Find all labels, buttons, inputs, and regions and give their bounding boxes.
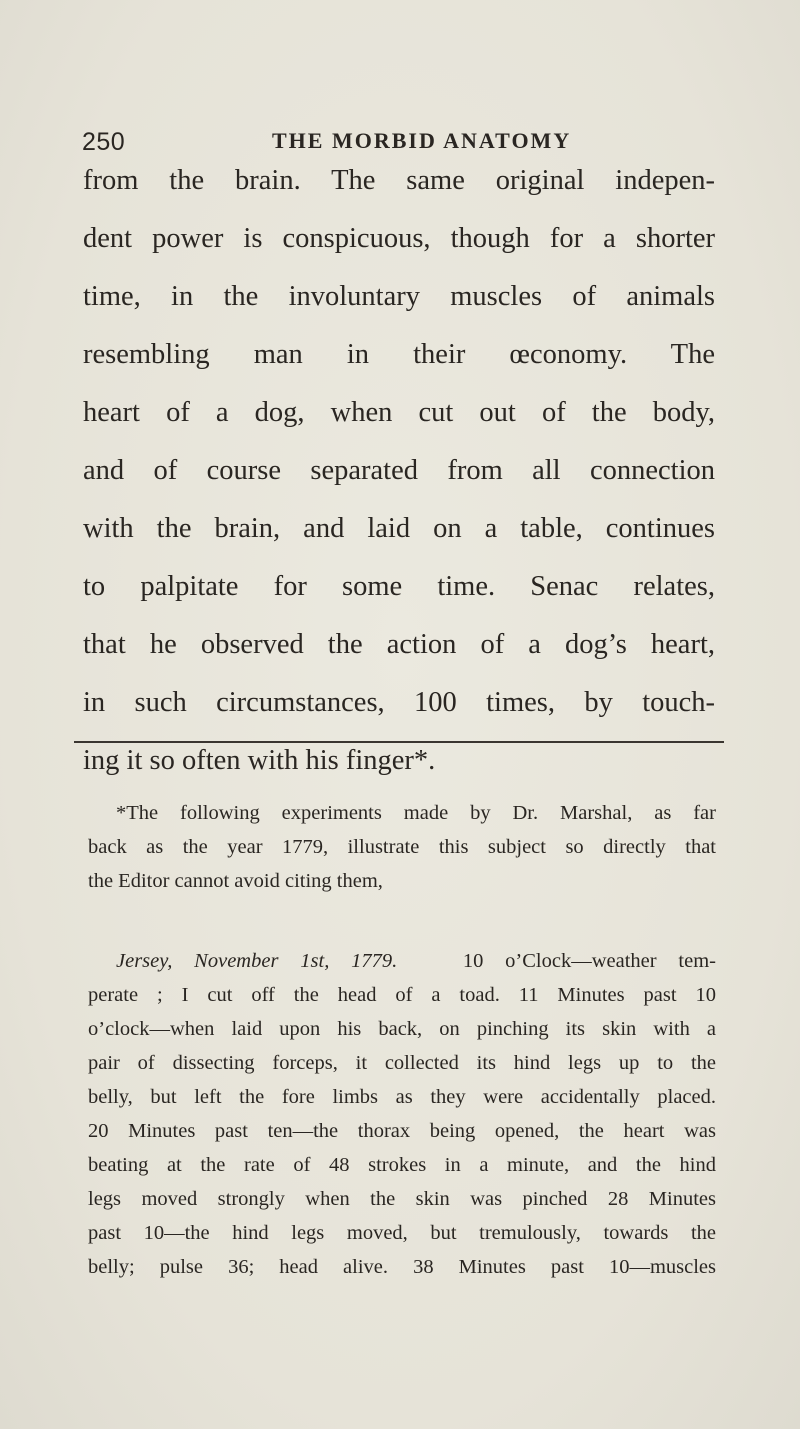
footnote-line: back as the year 1779, illustrate this subject so directly that <box>88 836 716 858</box>
text-line: ing it so often with his finger*. <box>83 745 436 776</box>
text-line: time, in the involuntary muscles of animals <box>83 281 715 312</box>
footnote-line: the Editor cannot avoid citing them, <box>88 870 383 892</box>
main-text <box>83 152 715 790</box>
text-line: in such circumstances, 100 times, by touch- <box>83 687 715 718</box>
text-line: with the brain, and laid on a table, continues <box>83 513 715 544</box>
footnote-line: legs moved strongly when the skin was pinched 28 Minutes <box>88 1188 716 1210</box>
running-head: THE MORBID ANATOMY <box>272 128 572 153</box>
footnote-line: *The following experiments made by Dr. Marshal, as far <box>116 802 716 824</box>
footnote-line: past 10—the hind legs moved, but tremulously, towards the <box>88 1222 716 1244</box>
entry-date: Jersey, November 1st, 1779. <box>116 950 398 972</box>
footnote-entry-heading <box>88 944 716 978</box>
footnote-spacer <box>88 898 716 944</box>
text-line: resembling man in their œconomy. The <box>83 339 715 370</box>
text-line: heart of a dog, when cut out of the body, <box>83 397 715 428</box>
footnote-line: 20 Minutes past ten—the thorax being opened, the heart was <box>88 1120 716 1142</box>
text-line: to palpitate for some time. Senac relates, <box>83 571 715 602</box>
footnote-line: pair of dissecting forceps, it collected its hind legs up to the <box>88 1052 716 1074</box>
footnote-line: beating at the rate of 48 strokes in a minute, and the hind <box>88 1154 716 1176</box>
footnote <box>88 796 716 1284</box>
text-line: from the brain. The same original indepen- <box>83 165 715 196</box>
footnote-line: belly, but left the fore limbs as they were accidentally placed. <box>88 1086 716 1108</box>
text-line: dent power is conspicuous, though for a shorter <box>83 223 715 254</box>
text-line: and of course separated from all connection <box>83 455 715 486</box>
footnote-line: perate ; I cut off the head of a toad. 11 Minutes past 10 <box>88 984 716 1006</box>
text-line: that he observed the action of a dog’s heart, <box>83 629 715 660</box>
footnote-rule <box>74 741 724 743</box>
page-number: 250 <box>82 128 126 156</box>
footnote-line: o’clock—when laid upon his back, on pinching its skin with a <box>88 1018 716 1040</box>
entry-heading-rest: 10 o’Clock—weather tem- <box>462 950 716 972</box>
footnote-line: belly; pulse 36; head alive. 38 Minutes past 10—muscles <box>88 1256 716 1278</box>
